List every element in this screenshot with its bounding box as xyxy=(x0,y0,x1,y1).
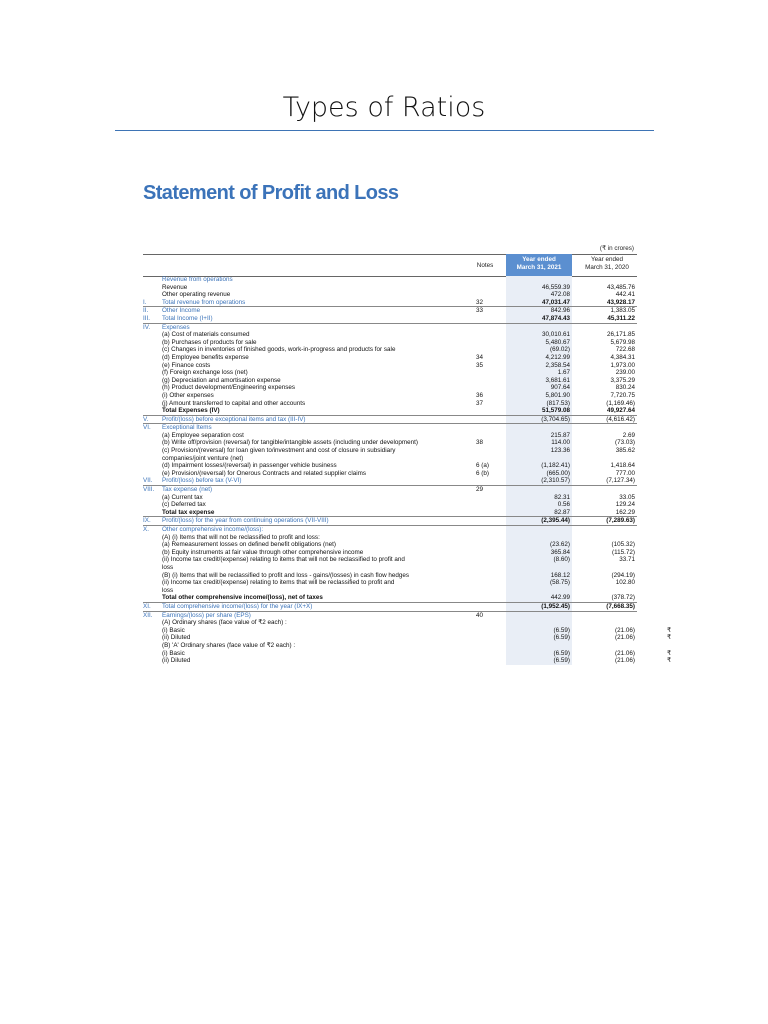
title-divider xyxy=(115,130,654,131)
row-value-fy2020: 830.24 xyxy=(615,384,635,392)
table-row xyxy=(143,657,671,665)
row-value-fy2021: 5,801.90 xyxy=(545,391,570,399)
row-note: 34 xyxy=(476,353,484,361)
row-label: (a) Remeasurement losses on defined benefit obligations (net) xyxy=(162,541,336,549)
row-value-fy2020: (294.19) xyxy=(611,571,635,579)
table-row xyxy=(143,549,637,557)
row-value-fy2020: 722.68 xyxy=(615,346,635,354)
table-row xyxy=(143,612,637,620)
row-value-fy2021: 215.87 xyxy=(550,431,570,439)
row-value-fy2020: 777.00 xyxy=(615,469,635,477)
row-value-fy2021: (23.62) xyxy=(550,541,570,549)
row-note: 33 xyxy=(476,307,484,315)
row-value-fy2020: 4,384.31 xyxy=(610,353,635,361)
table-row xyxy=(143,276,637,284)
row-label: (A) Ordinary shares (face value of ₹2 each) : xyxy=(162,619,287,627)
row-label: (i) Other expenses xyxy=(162,391,214,399)
table-row xyxy=(143,534,637,542)
row-value-fy2020: (7,127.34) xyxy=(606,477,635,485)
row-label: loss xyxy=(162,586,174,594)
row-label: Profit/(loss) for the year from continuing operations (VII-VIII) xyxy=(162,517,329,525)
table-row xyxy=(143,416,637,425)
table-row xyxy=(143,299,637,308)
row-label: Other operating revenue xyxy=(162,291,231,299)
column-header-fy2021-line1: Year ended xyxy=(522,256,556,263)
column-header-fy2020-line1: Year ended xyxy=(591,256,623,263)
row-label: (f) Foreign exchange loss (net) xyxy=(162,369,248,377)
row-note: 6 (b) xyxy=(476,469,489,477)
row-value-fy2021: 82.87 xyxy=(554,508,570,516)
table-row xyxy=(143,362,637,370)
row-value-fy2021: 47,031.47 xyxy=(541,298,570,306)
table-row xyxy=(143,509,637,518)
row-label: (a) Current tax xyxy=(162,493,203,501)
fy2021-cell-background xyxy=(506,486,572,494)
row-label: (g) Depreciation and amortisation expense xyxy=(162,376,281,384)
fy2021-cell-background xyxy=(506,324,572,332)
row-value-fy2021: (6.59) xyxy=(553,649,570,657)
row-currency: ₹ xyxy=(666,657,671,665)
row-value-fy2020: 7,720.75 xyxy=(610,391,635,399)
table-row xyxy=(143,501,637,509)
row-value-fy2021: 5,480.67 xyxy=(545,338,570,346)
row-value-fy2020: 102.80 xyxy=(615,579,635,587)
row-note: 32 xyxy=(476,298,484,306)
row-label: (e) Finance costs xyxy=(162,361,211,369)
row-label: (B) 'A' Ordinary shares (face value of ₹2 each) : xyxy=(162,641,296,649)
row-value-fy2021: (1,182.41) xyxy=(541,462,570,470)
row-value-fy2020: 33.05 xyxy=(619,493,635,501)
row-value-fy2020: 43,485.76 xyxy=(606,283,635,291)
table-row xyxy=(143,486,637,494)
row-label: companies/joint venture (net) xyxy=(162,454,244,462)
profit-loss-table xyxy=(143,276,671,665)
row-value-fy2020: 26,171.85 xyxy=(606,331,635,339)
row-value-fy2021: (6.59) xyxy=(553,634,570,642)
row-value-fy2020: 162.29 xyxy=(615,508,635,516)
table-row xyxy=(143,407,637,416)
table-row xyxy=(143,455,637,463)
table-row xyxy=(143,579,637,587)
row-value-fy2020: (7,668.35) xyxy=(606,602,635,610)
row-label: Revenue from operations xyxy=(162,276,233,283)
row-label: Total revenue from operations xyxy=(162,298,246,306)
row-value-fy2021: 4,212.99 xyxy=(545,353,570,361)
fy2021-cell-background xyxy=(506,642,572,650)
row-label: (ii) Diluted xyxy=(162,634,191,642)
fy2021-cell-background xyxy=(506,619,572,627)
row-label: Earnings/(loss) per share (EPS) xyxy=(162,611,251,619)
row-value-fy2020: (73.03) xyxy=(615,439,635,447)
row-value-fy2020: 1,973.00 xyxy=(610,361,635,369)
table-row xyxy=(143,470,637,478)
column-header-fy2020-line2: March 31, 2020 xyxy=(585,264,629,271)
table-row xyxy=(143,572,637,580)
row-label: Total Expenses (IV) xyxy=(162,407,220,415)
table-row xyxy=(143,564,637,572)
row-value-fy2021: 442.99 xyxy=(550,594,570,602)
table-row xyxy=(143,392,637,400)
row-value-fy2020: 49,927.64 xyxy=(606,407,635,415)
row-value-fy2021: (58.75) xyxy=(550,579,570,587)
row-value-fy2021: (1,952.45) xyxy=(541,602,570,610)
table-row xyxy=(143,594,637,603)
row-label: Total Income (I+II) xyxy=(162,314,213,322)
row-note: 36 xyxy=(476,391,484,399)
table-row xyxy=(143,377,637,385)
fy2021-cell-background xyxy=(506,276,572,284)
row-value-fy2021: 82.31 xyxy=(554,493,570,501)
row-value-fy2020: (21.06) xyxy=(615,649,635,657)
row-value-fy2020: (21.06) xyxy=(615,634,635,642)
row-value-fy2021: 3,681.61 xyxy=(545,376,570,384)
row-number: III. xyxy=(143,314,150,322)
row-label: (b) Equity instruments at fair value through other comprehensive income xyxy=(162,548,364,556)
row-label: (ii) Income tax credit/(expense) relating to items that will not be reclassified to profit and xyxy=(162,556,405,564)
row-label: Exceptional Items xyxy=(162,424,212,432)
row-value-fy2020: 2.69 xyxy=(622,431,635,439)
row-number: V. xyxy=(143,415,149,423)
table-row xyxy=(143,587,637,595)
row-value-fy2020: 129.24 xyxy=(615,501,635,509)
row-value-fy2020: (1,169.46) xyxy=(606,399,635,407)
row-label: (A) (i) Items that will not be reclassified to profit and loss: xyxy=(162,533,320,541)
row-number: I. xyxy=(143,298,147,306)
table-row xyxy=(143,424,637,432)
table-row xyxy=(143,556,637,564)
table-row xyxy=(143,354,637,362)
row-number: IX. xyxy=(143,517,151,525)
fy2021-cell-background xyxy=(506,587,572,595)
row-note: 35 xyxy=(476,361,484,369)
row-value-fy2021: (69.02) xyxy=(550,346,570,354)
row-currency: ₹ xyxy=(666,634,671,642)
row-label: (a) Cost of materials consumed xyxy=(162,331,250,339)
row-label: (e) Provision/(reversal) for Onerous Contracts and related supplier claims xyxy=(162,469,367,477)
row-number: X. xyxy=(143,526,149,533)
row-value-fy2020: (21.06) xyxy=(615,657,635,665)
row-value-fy2020: (105.32) xyxy=(611,541,635,549)
row-note: 37 xyxy=(476,399,484,407)
row-value-fy2021: 168.12 xyxy=(550,571,570,579)
row-label: Revenue xyxy=(162,283,188,291)
table-row xyxy=(143,384,637,392)
table-row xyxy=(143,439,637,447)
row-label: (c) Changes in inventories of finished goods, work-in-progress and products for sale xyxy=(162,346,396,354)
row-number: VI. xyxy=(143,424,151,432)
row-label: (h) Product development/Engineering expenses xyxy=(162,384,296,392)
row-value-fy2021: (2,310.57) xyxy=(541,477,570,485)
row-value-fy2021: 47,874.43 xyxy=(541,314,570,322)
row-value-fy2021: 123.36 xyxy=(550,447,570,455)
row-label: Other comprehensive income/(loss): xyxy=(162,526,264,533)
table-row xyxy=(143,541,637,549)
row-value-fy2021: 1.67 xyxy=(557,369,570,377)
row-label: Tax expense (net) xyxy=(162,486,213,494)
fy2021-cell-background xyxy=(506,534,572,542)
row-label: (i) Basic xyxy=(162,649,185,657)
row-value-fy2021: (6.59) xyxy=(553,626,570,634)
row-label: Total other comprehensive income/(loss), net of taxes xyxy=(162,594,323,602)
row-label: (b) Write off/provision (reversal) for tangible/intangible assets (including under development) xyxy=(162,439,418,447)
table-row xyxy=(143,369,637,377)
table-row xyxy=(143,339,637,347)
row-value-fy2020: 33.71 xyxy=(619,556,635,564)
row-label: (c) Provision/(reversal) for loan given to/investment and cost of closure in subsidiary xyxy=(162,447,396,455)
row-note: 40 xyxy=(476,611,484,619)
row-label: (c) Deferred tax xyxy=(162,501,206,509)
row-label: (a) Employee separation cost xyxy=(162,431,244,439)
row-value-fy2021: (6.59) xyxy=(553,657,570,665)
row-label: Profit/(loss) before exceptional items and tax (III-IV) xyxy=(162,415,306,423)
row-number: XII. xyxy=(143,611,153,619)
row-value-fy2021: (2,395.44) xyxy=(541,517,570,525)
table-row xyxy=(143,477,637,486)
row-value-fy2020: (115.72) xyxy=(612,548,635,556)
fy2021-cell-background xyxy=(506,612,572,620)
row-value-fy2021: (817.53) xyxy=(546,399,570,407)
row-value-fy2020: 45,311.22 xyxy=(607,314,635,322)
row-note: 29 xyxy=(476,486,484,494)
table-row xyxy=(143,307,637,315)
table-row xyxy=(143,315,637,324)
row-value-fy2021: 907.64 xyxy=(550,384,570,392)
row-label: (ii) Diluted xyxy=(162,657,191,665)
row-value-fy2020: 385.62 xyxy=(615,447,635,455)
row-note: 38 xyxy=(476,439,484,447)
row-value-fy2020: (4,616.42) xyxy=(606,415,635,423)
fy2021-cell-background xyxy=(506,526,572,534)
row-number: IV. xyxy=(143,323,151,331)
table-row xyxy=(143,400,637,408)
row-value-fy2020: 239.00 xyxy=(615,369,635,377)
table-row xyxy=(143,447,637,455)
row-currency: ₹ xyxy=(666,649,671,657)
row-currency: ₹ xyxy=(666,626,671,634)
row-label: Profit/(loss) before tax (V-VI) xyxy=(162,477,242,485)
row-value-fy2021: (665.00) xyxy=(546,469,570,477)
row-note: 6 (a) xyxy=(476,462,489,470)
notes-column-header: Notes xyxy=(476,262,494,269)
column-header-fy2021-line2: March 31, 2021 xyxy=(516,264,562,271)
table-row xyxy=(143,331,637,339)
table-row xyxy=(143,324,637,332)
table-row xyxy=(143,619,637,627)
currency-note: (₹ in crores) xyxy=(599,245,634,252)
column-header-fy2021 xyxy=(506,254,572,276)
table-row xyxy=(143,291,637,299)
table-row xyxy=(143,462,637,470)
row-value-fy2020: 1,418.64 xyxy=(610,462,635,470)
table-row xyxy=(143,526,637,534)
row-value-fy2020: 43,928.17 xyxy=(606,298,635,306)
row-value-fy2020: (378.72) xyxy=(611,594,635,602)
row-value-fy2021: 46,559.39 xyxy=(541,283,570,291)
row-value-fy2020: (21.06) xyxy=(615,626,635,634)
table-row xyxy=(143,284,637,292)
row-label: (i) Basic xyxy=(162,626,185,634)
row-value-fy2020: 442.41 xyxy=(615,291,635,299)
table-row xyxy=(143,626,671,635)
table-row xyxy=(143,649,671,658)
table-row xyxy=(143,642,637,650)
table-row xyxy=(143,346,637,354)
row-value-fy2021: 30,010.61 xyxy=(541,331,570,339)
row-label: (ii) Income tax credit/(expense) relating to items that will be reclassified to profit and xyxy=(162,579,395,587)
column-header-fy2020 xyxy=(576,256,638,272)
row-value-fy2021: 2,358.54 xyxy=(545,361,570,369)
row-label: loss xyxy=(162,563,174,571)
row-label: Expenses xyxy=(162,323,190,331)
row-label: (d) Impairment losses/(reversal) in passenger vehicle business xyxy=(162,462,337,470)
table-row xyxy=(143,517,637,526)
row-value-fy2021: 365.84 xyxy=(550,548,570,556)
row-value-fy2021: 842.96 xyxy=(550,307,570,315)
row-value-fy2021: 51,579.08 xyxy=(541,407,570,415)
fy2021-cell-background xyxy=(506,424,572,432)
row-label: (B) (i) Items that will be reclassified to profit and loss - gains/(losses) in cash flow hedges xyxy=(162,571,410,579)
row-value-fy2020: 5,679.98 xyxy=(610,338,635,346)
row-label: (d) Employee benefits expense xyxy=(162,353,249,361)
row-value-fy2020: 1,383.05 xyxy=(610,307,635,315)
row-number: XI. xyxy=(143,602,151,610)
row-value-fy2021: 114.00 xyxy=(551,439,570,447)
row-value-fy2021: (8.60) xyxy=(553,556,570,564)
statement-heading: Statement of Profit and Loss xyxy=(143,182,399,204)
row-number: VIII. xyxy=(143,486,155,494)
row-label: Other Income xyxy=(162,307,201,315)
row-number: II. xyxy=(143,307,149,315)
page-title: Types of Ratios xyxy=(282,92,486,123)
row-label: Total comprehensive income/(loss) for the year (IX+X) xyxy=(162,602,313,610)
row-number: VII. xyxy=(143,477,153,485)
row-value-fy2021: (3,704.65) xyxy=(541,415,570,423)
row-label: (b) Purchases of products for sale xyxy=(162,338,257,346)
table-row xyxy=(143,634,671,642)
fy2021-cell-background xyxy=(506,564,572,572)
table-row xyxy=(143,603,637,612)
table-row xyxy=(143,432,637,440)
row-label: (j) Amount transferred to capital and other accounts xyxy=(162,399,306,407)
table-row xyxy=(143,494,637,502)
row-value-fy2020: 3,375.29 xyxy=(610,376,635,384)
row-value-fy2020: (7,289.63) xyxy=(606,517,635,525)
row-value-fy2021: 0.56 xyxy=(557,501,570,509)
row-label: Total tax expense xyxy=(162,508,215,516)
row-value-fy2021: 472.08 xyxy=(550,291,570,299)
fy2021-cell-background xyxy=(506,455,572,463)
